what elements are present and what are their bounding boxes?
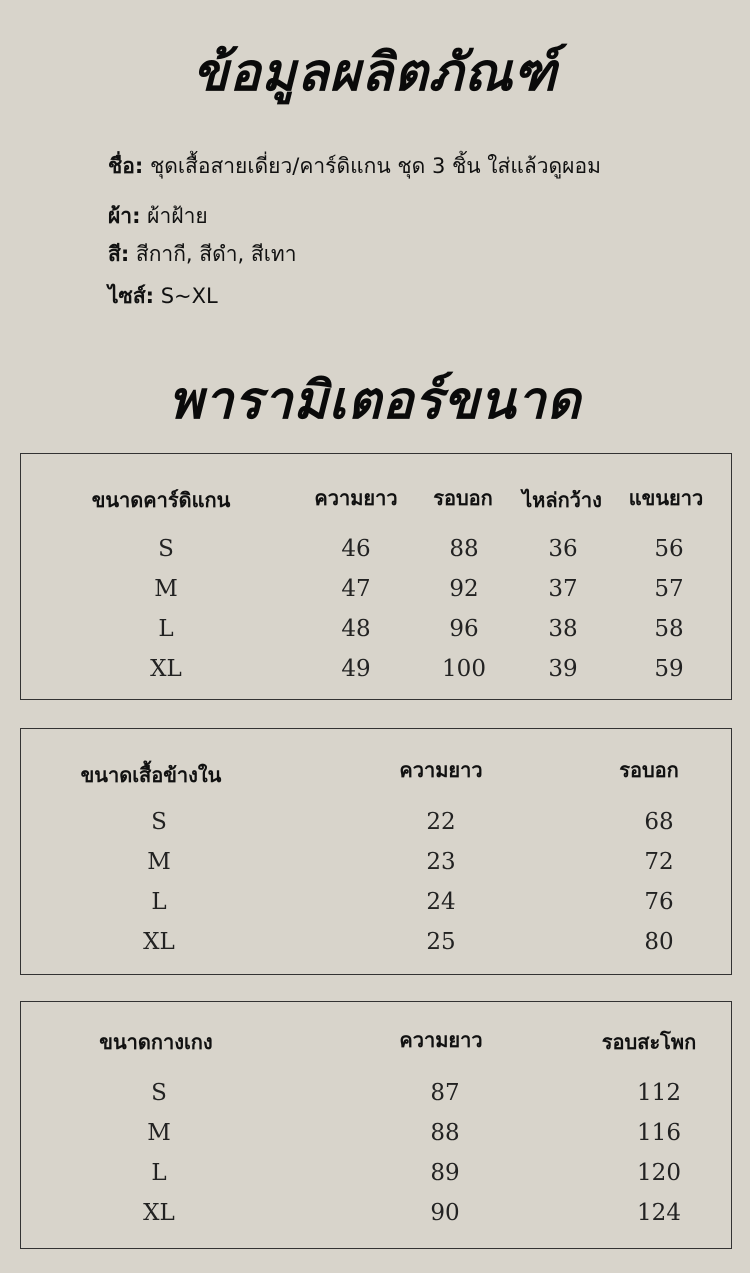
table-cell: 59	[654, 656, 684, 682]
table-cell: 47	[341, 576, 371, 602]
table-cell: 124	[637, 1200, 681, 1226]
info-size	[108, 280, 218, 313]
table-header: ขนาดคาร์ดิแกน	[91, 488, 231, 512]
table-cell: 92	[449, 576, 479, 602]
table-cell: 39	[548, 656, 578, 682]
table-cell: 49	[341, 656, 371, 682]
table-cell: XL	[150, 656, 182, 682]
table-cell: L	[151, 889, 167, 915]
table-header: รอบอก	[619, 758, 679, 782]
info-fabric	[108, 200, 208, 233]
table-header: ขนาดกางเกง	[99, 1030, 213, 1054]
info-fabric-value: ผ้าฝ้าย	[140, 204, 208, 228]
table-cell: 116	[637, 1120, 681, 1146]
table-header: ความยาว	[314, 486, 398, 510]
table-cell: 37	[548, 576, 578, 602]
table-cell: 120	[637, 1160, 681, 1186]
product-info-title: ข้อมูลผลิตภัณฑ์	[192, 43, 558, 103]
table-cell: 88	[449, 536, 479, 562]
table-cell: M	[147, 1120, 171, 1146]
table-cell: M	[154, 576, 178, 602]
table-cell: S	[151, 1080, 167, 1106]
table-cell: 96	[449, 616, 479, 642]
table-header: แขนยาว	[628, 486, 704, 510]
table-cell: 23	[426, 849, 456, 875]
info-name-value: ชุดเสื้อสายเดี่ยว/คาร์ดิแกน ชุด 3 ชิ้น ใส่แล้วดูผอม	[143, 154, 601, 178]
table-cell: 100	[442, 656, 486, 682]
table-cell: 38	[548, 616, 578, 642]
info-color-key: สี:	[108, 242, 130, 266]
table-cell: L	[158, 616, 174, 642]
table-cell: 36	[548, 536, 578, 562]
cardigan-size-table	[20, 453, 732, 700]
table-header: ความยาว	[399, 1028, 483, 1052]
info-size-value: S~XL	[154, 284, 218, 308]
info-name	[108, 150, 601, 183]
table-cell: L	[151, 1160, 167, 1186]
table-cell: 90	[430, 1200, 460, 1226]
table-cell: 57	[654, 576, 684, 602]
info-color-value: สีกากี, สีดำ, สีเทา	[129, 242, 297, 266]
info-fabric-key: ผ้า:	[108, 204, 141, 228]
table-cell: 22	[426, 809, 456, 835]
table-cell: 24	[426, 889, 456, 915]
table-cell: 87	[430, 1080, 460, 1106]
table-cell: S	[151, 809, 167, 835]
table-cell: M	[147, 849, 171, 875]
info-name-key: ชื่อ:	[108, 154, 144, 178]
table-cell: 48	[341, 616, 371, 642]
table-cell: 80	[644, 929, 674, 955]
info-size-key: ไซส์:	[108, 284, 155, 308]
inner-top-size-table	[20, 728, 732, 975]
table-header: ไหล่กว้าง	[522, 488, 602, 512]
table-header: รอบอก	[433, 486, 493, 510]
table-header: รอบสะโพก	[601, 1030, 697, 1054]
table-cell: 88	[430, 1120, 460, 1146]
table-cell: 68	[644, 809, 674, 835]
table-header: ความยาว	[399, 758, 483, 782]
size-parameters-title: พารามิเตอร์ขนาด	[168, 371, 582, 431]
info-color	[108, 238, 297, 271]
table-cell: 46	[341, 536, 371, 562]
table-cell: 112	[637, 1080, 681, 1106]
table-cell: 25	[426, 929, 456, 955]
table-cell: 56	[654, 536, 684, 562]
table-cell: XL	[143, 1200, 175, 1226]
table-header: ขนาดเสื้อข้างใน	[80, 763, 222, 787]
table-cell: 89	[430, 1160, 460, 1186]
table-cell: XL	[143, 929, 175, 955]
table-cell: 72	[644, 849, 674, 875]
pants-size-table	[20, 1001, 732, 1249]
table-cell: S	[158, 536, 174, 562]
table-cell: 76	[644, 889, 674, 915]
table-cell: 58	[654, 616, 684, 642]
